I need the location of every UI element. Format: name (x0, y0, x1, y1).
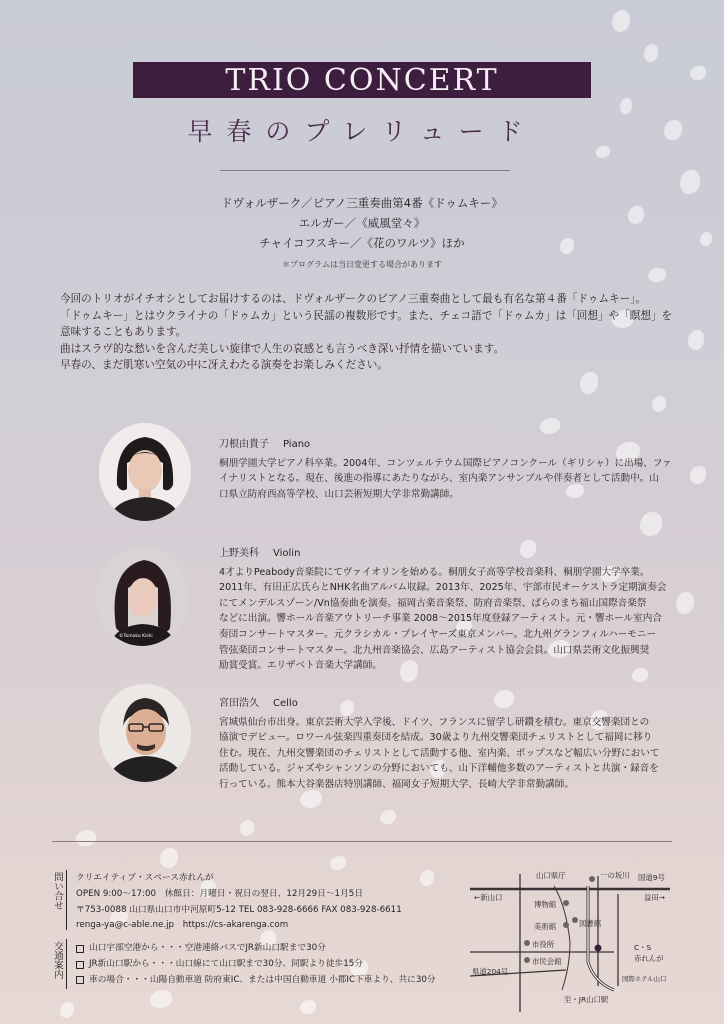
program-note: ＊プログラムは当日変更する場合があります (282, 260, 442, 269)
performer-biography: 宮城県仙台市出身。東京芸術大学入学後、ドイツ、フランスに留学し研鑽を積む。東京交響楽団との 協演でデビュー。ロワール弦楽四重奏団を結成。30歳より九州交響楽団チェリストとして福岡に移り 住む。現在、九州交響楽団のチェリストとして活動する他、室内楽、ポップスなど幅広い分野において 活動している。ジャズやシャンソンの分野においても、山下洋輔他多数のアーティストと共演・録音を 行っている。熊本大谷楽器店特別講師、福岡女子短期大学、長崎大学非常勤講師。 (219, 716, 660, 790)
footer-divider (52, 841, 672, 842)
performer-biography: 桐朋学園大学ピアノ科卒業。2004年、コンツェルテウム国際ピアノコンクール（ギリシャ）に出場、ファ イナリストとなる。現在、後進の指導にあたりながら、室内楽アンサンブルや伴奏者として活動中。山 口県立防府西高等学校、山口芸術短期大学非常勤講師。 (219, 457, 672, 500)
map-label-city-hall: 市役所 (532, 940, 555, 949)
performer-name: 宮田浩久 (219, 698, 259, 709)
map-label-venue: C・S 赤れんが (634, 943, 664, 963)
map-label-station: 至・JR山口駅 (564, 995, 609, 1004)
venue-name: クリエイティブ・スペース赤れんが (76, 873, 214, 883)
cellist-photo (99, 684, 191, 782)
concert-subtitle: 早春のプレリュード (187, 117, 537, 146)
access-info (76, 941, 436, 988)
performer-instrument: Cello (273, 698, 298, 709)
contact-label-bar (66, 870, 67, 930)
access-row (76, 973, 436, 989)
pianist-photo (99, 423, 191, 521)
contact-label: 問い合せ (52, 872, 63, 910)
venue-address: 〒753-0088 山口県山口市中河原町5-12 TEL 083-928-6666 FAX 083-928-6611 (76, 904, 402, 915)
venue-email-web[interactable]: renga-ya@c-able.ne.jp https://cs-akarenga.com (76, 920, 289, 931)
intro-line: 「ドゥムキー」とはウクライナの「ドゥムカ」という民謡の複数形です。また、チェコ語で「ドゥムカ」は「回想」や「瞑想」を (60, 309, 673, 322)
performer-instrument: Violin (273, 548, 301, 559)
pianist-bio (219, 437, 689, 502)
map-label-shinyamaguchi: ←新山口 (474, 893, 503, 902)
program-list (0, 193, 724, 275)
intro-line: 今回のトリオがイチオシとしてお届けするのは、ドヴォルザークのピアノ三重奏曲として最も有名な第４番「ドゥムキー」。 (60, 293, 647, 305)
map-label-library: 図書館 (579, 919, 602, 928)
map-label-art-museum: 美術館 (534, 922, 557, 931)
performer-name: 刀根由貴子 (219, 439, 269, 450)
title-divider (220, 170, 510, 171)
performer-instrument: Piano (283, 439, 311, 450)
access-airport: 山口宇部空港から・・・空港連絡バスでJR新山口駅まで30分 (89, 943, 326, 953)
intro-line: 意味することもあります。 (60, 326, 187, 338)
contact-info (76, 871, 402, 934)
photo-credit: ©Tomoko Kishi (119, 634, 153, 639)
map-label-hotel: 国際ホテル山口 (622, 975, 667, 983)
performer-name: 上野美科 (219, 548, 259, 559)
title-banner (133, 62, 591, 98)
checkbox-icon (76, 945, 84, 953)
intro-text (60, 291, 672, 374)
access-row (76, 941, 436, 957)
cellist-bio (219, 696, 689, 793)
map-label-route204: 県道204号 (472, 967, 509, 976)
access-car: 車の場合・・・山陽自動車道 防府東IC、または中国自動車道 小郡IC下車より、共に30分 (89, 974, 436, 985)
access-label: 交通案内 (52, 941, 63, 979)
performer-biography: 4才よりPeabody音楽院にてヴァイオリンを始める。桐朋女子高等学校音楽科、桐朋学園大学卒業。 2011年、有田正広氏らとNHK名曲アルバム収録。2013年、2025年、宇部市民オーケストラ定期演奏会 にてメンデルスゾーン/Vn協奏曲を演奏。福岡古楽音楽祭、防府音楽祭、ばらのまち福山国際音楽祭 などに出演。響ホール音楽アウトリーチ事業 2008〜2015年度登録アーティスト。元・響ホール室内合 奏団コンサートマスター。元クラシカル・プレイヤーズ東京メンバー。北九州グランフィルハーモニー 管弦楽団コンサートマスター。北九州音楽協会、広島アーティスト協会会員。山口県芸術文化振興奨 励賞受賞。エリザベト音楽大学講師。 (219, 566, 667, 672)
intro-line: 曲はスラヴ的な愁いを含んだ美しい旋律で人生の哀感とも言うべき深い抒情を描いています。 (60, 342, 505, 355)
program-piece: ドヴォルザーク／ピアノ三重奏曲第4番《ドゥムキー》 (221, 196, 503, 210)
checkbox-icon (76, 961, 84, 969)
access-train: JR新山口駅から・・・山口線にて山口駅まで30分、同駅より徒歩15分 (89, 958, 363, 969)
access-label-bar (66, 939, 67, 989)
map-label-museum: 博物館 (534, 900, 557, 909)
map-label-ichinosaka: 一の坂川 (600, 871, 630, 880)
program-piece: エルガー／《威風堂々》 (298, 216, 426, 230)
violinist-photo (96, 548, 188, 646)
program-piece: チャイコフスキー／《花のワルツ》ほか (259, 236, 465, 250)
intro-line: 早春の、まだ肌寒い空気の中に冴えわたる演奏をお楽しみください。 (60, 359, 388, 371)
access-map (470, 866, 682, 1012)
map-graphic (470, 866, 682, 1012)
violinist-bio (219, 546, 689, 674)
map-label-prefecture-office: 山口県庁 (536, 871, 566, 880)
opening-hours: OPEN 9:00〜17:00 休館日：月曜日・祝日の翌日、12月29日〜1月5日 (76, 888, 363, 899)
concert-title: TRIO CONCERT (225, 62, 499, 98)
checkbox-icon (76, 976, 84, 984)
map-label-route9: 国道9号 (638, 873, 665, 882)
map-label-masuda: 益田→ (644, 893, 665, 902)
map-label-civic-hall: 市民会館 (532, 957, 562, 966)
access-row (76, 957, 436, 973)
